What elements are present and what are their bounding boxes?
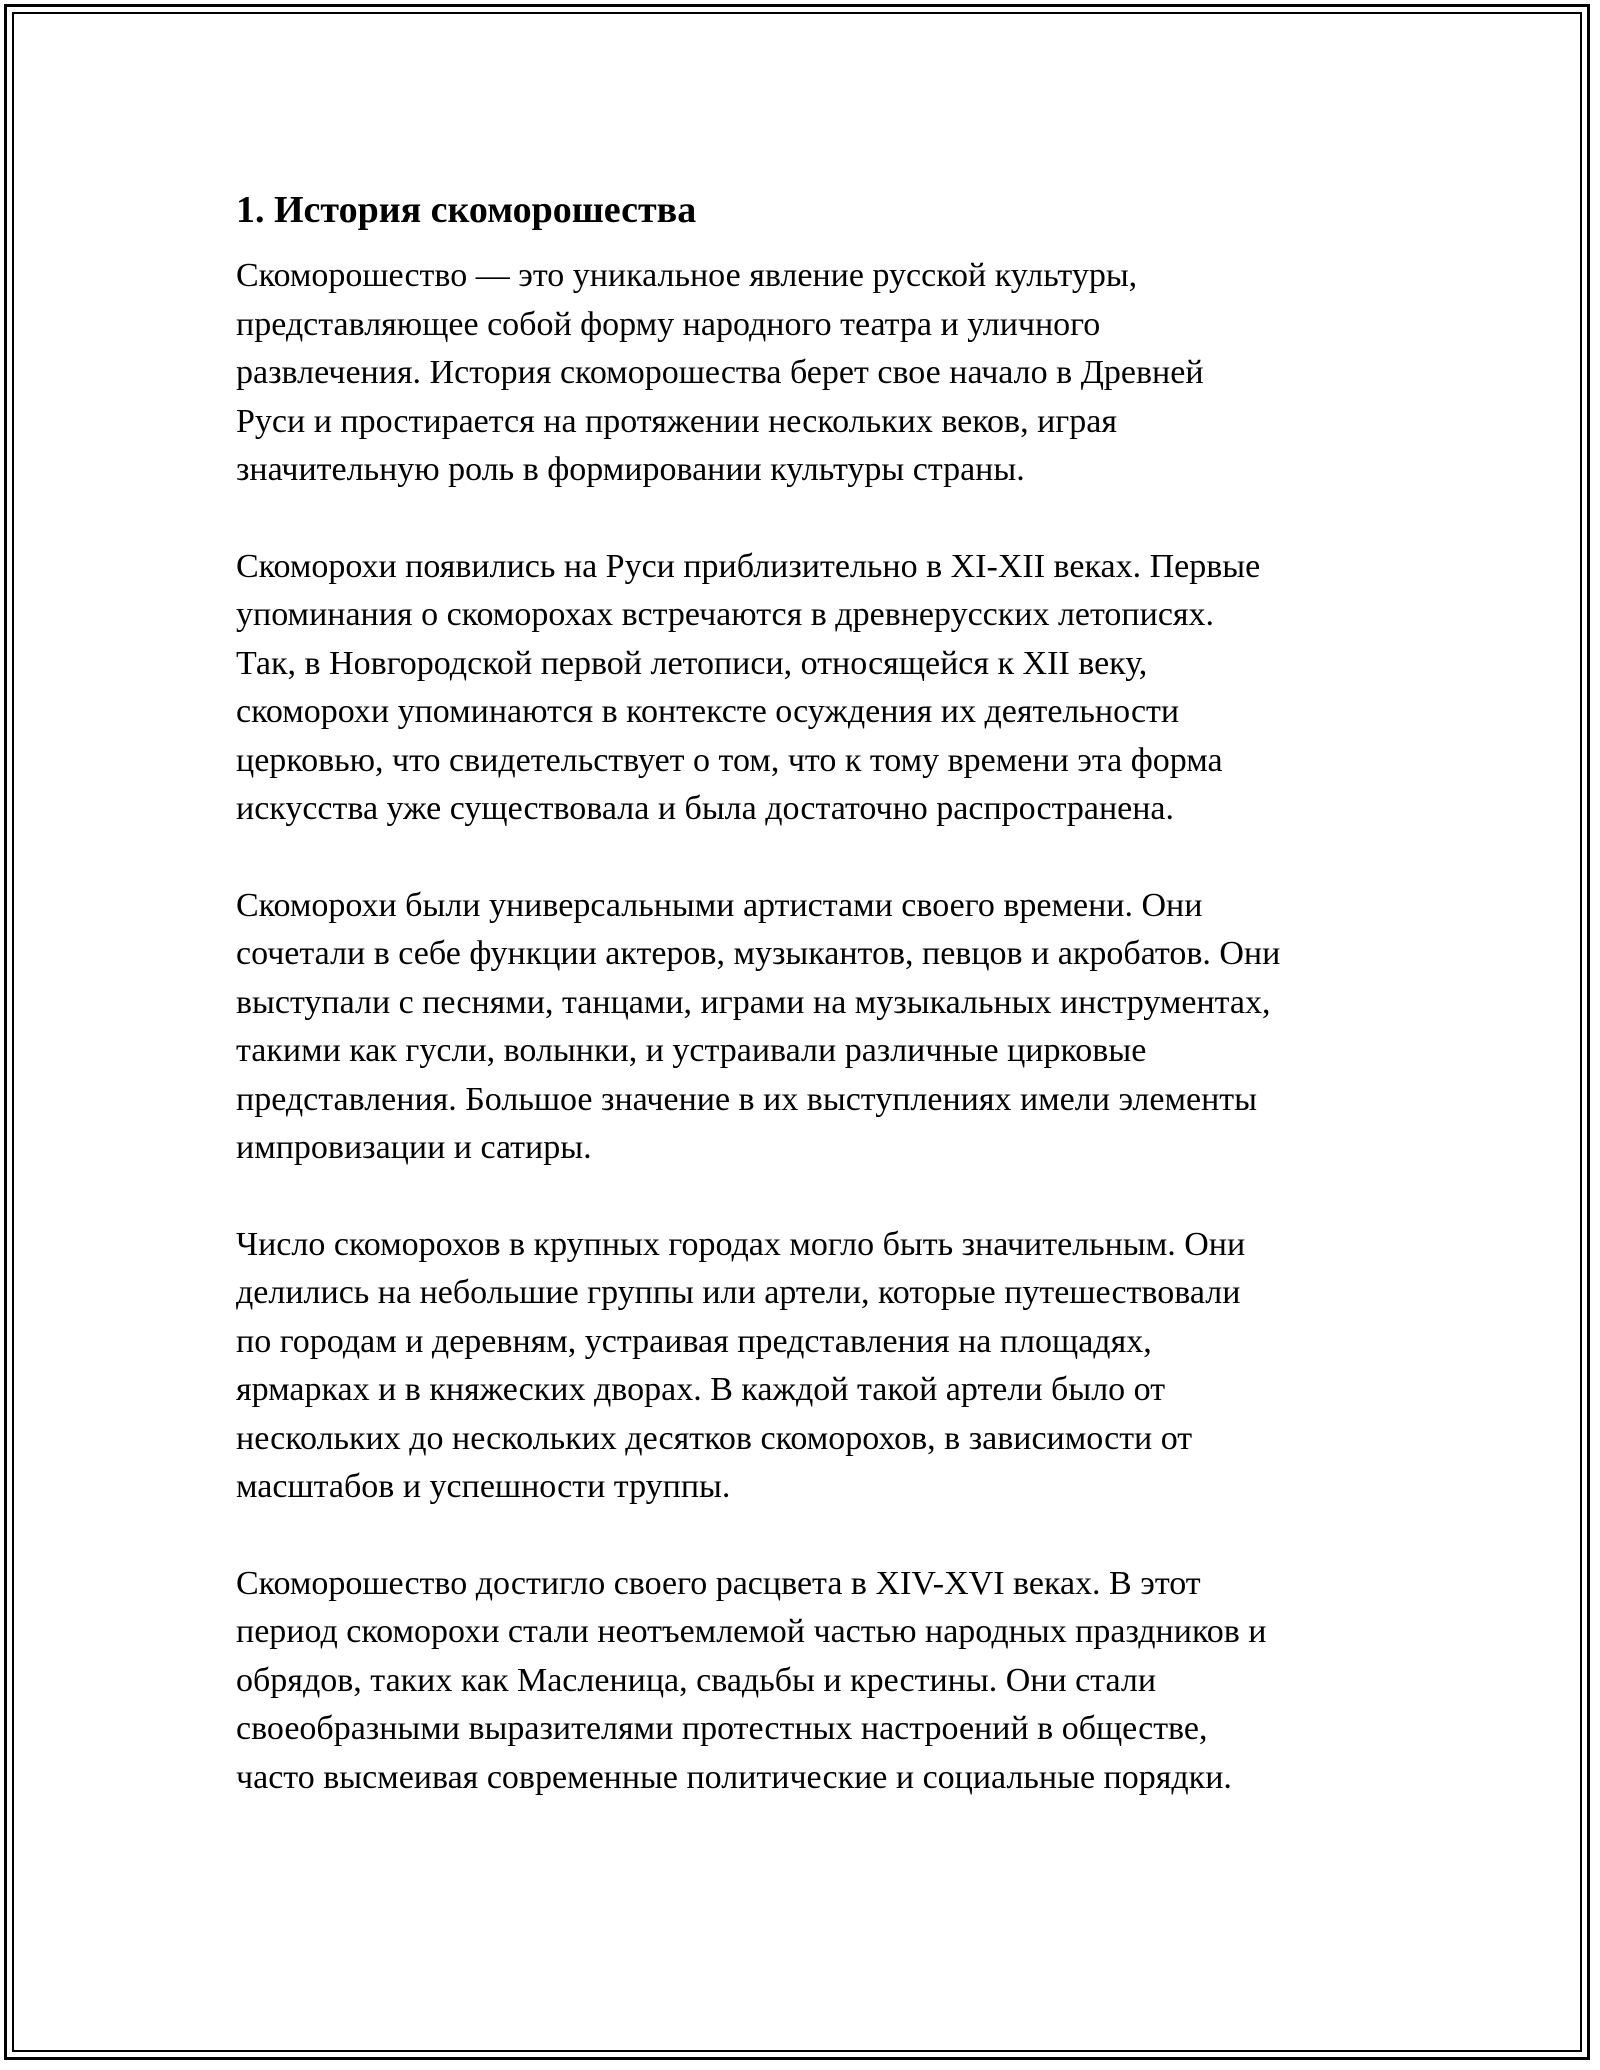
paragraph-line: обрядов, таких как Масленица, свадьбы и крестины. Они стали — [236, 1661, 1157, 1699]
section-heading: 1. История скоморошества — [236, 189, 697, 231]
paragraph-5 — [236, 1560, 1396, 1803]
paragraph-line: церковью, что свидетельствует о том, что к тому времени эта форма — [236, 741, 1223, 779]
paragraph-line: сочетали в себе функции актеров, музыкантов, певцов и акробатов. Они — [236, 935, 1281, 972]
paragraph-line: Число скоморохов в крупных городах могло быть значительным. Они — [236, 1225, 1246, 1263]
paragraph-line: Скоморохи были универсальными артистами своего времени. Они — [236, 886, 1203, 924]
paragraph-2 — [236, 543, 1396, 834]
paragraph-line: по городам и деревням, устраивая представления на площадях, — [236, 1322, 1152, 1360]
paragraph-line: представления. Большое значение в их выступлениях имели элементы — [236, 1080, 1257, 1118]
paragraph-line: Так, в Новгородской первой летописи, относящейся к XII веку, — [236, 644, 1148, 682]
paragraph-line: представляющее собой форму народного театра и уличного — [236, 305, 1101, 343]
paragraph-line: Скоморохи появились на Руси приблизительно в XI-XII веках. Первые — [236, 547, 1261, 585]
paragraph-line: искусства уже существовала и была достаточно распространена. — [236, 790, 1175, 827]
paragraph-line: период скоморохи стали неотъемлемой частью народных праздников и — [236, 1613, 1267, 1650]
paragraph-line: нескольких до нескольких десятков скоморохов, в зависимости от — [236, 1419, 1193, 1457]
paragraph-line: скоморохи упоминаются в контексте осуждения их деятельности — [236, 693, 1180, 730]
paragraph-line: выступали с песнями, танцами, играми на музыкальных инструментах, — [236, 983, 1271, 1021]
paragraph-line: Скоморошество — это уникальное явление русской культуры, — [236, 257, 1138, 294]
paragraph-1 — [236, 252, 1396, 495]
paragraph-line: делились на небольшие группы или артели, которые путешествовали — [236, 1274, 1241, 1311]
paragraph-line: Руси и простирается на протяжении нескольких веков, играя — [236, 402, 1117, 440]
paragraph-line: Скоморошество достигло своего расцвета в XIV-XVI веках. В этот — [236, 1564, 1201, 1602]
paragraph-line: своеобразными выразителями протестных настроений в обществе, — [236, 1710, 1208, 1747]
paragraph-line: значительную роль в формировании культуры страны. — [236, 451, 1025, 488]
document-body — [236, 186, 1396, 1850]
paragraph-3 — [236, 882, 1396, 1173]
paragraph-line: импровизации и сатиры. — [236, 1129, 592, 1166]
paragraph-line: такими как гусли, волынки, и устраивали различные цирковые — [236, 1032, 1147, 1069]
paragraph-line: упоминания о скоморохах встречаются в древнерусских летописях. — [236, 596, 1215, 633]
paragraph-line: масштабов и успешности труппы. — [236, 1468, 731, 1505]
paragraph-line: развлечения. История скоморошества берет свое начало в Древней — [236, 354, 1204, 391]
paragraph-4 — [236, 1221, 1396, 1512]
paragraph-line: ярмарках и в княжеских дворах. В каждой такой артели было от — [236, 1371, 1166, 1408]
paragraph-line: часто высмеивая современные политические и социальные порядки. — [236, 1758, 1232, 1796]
